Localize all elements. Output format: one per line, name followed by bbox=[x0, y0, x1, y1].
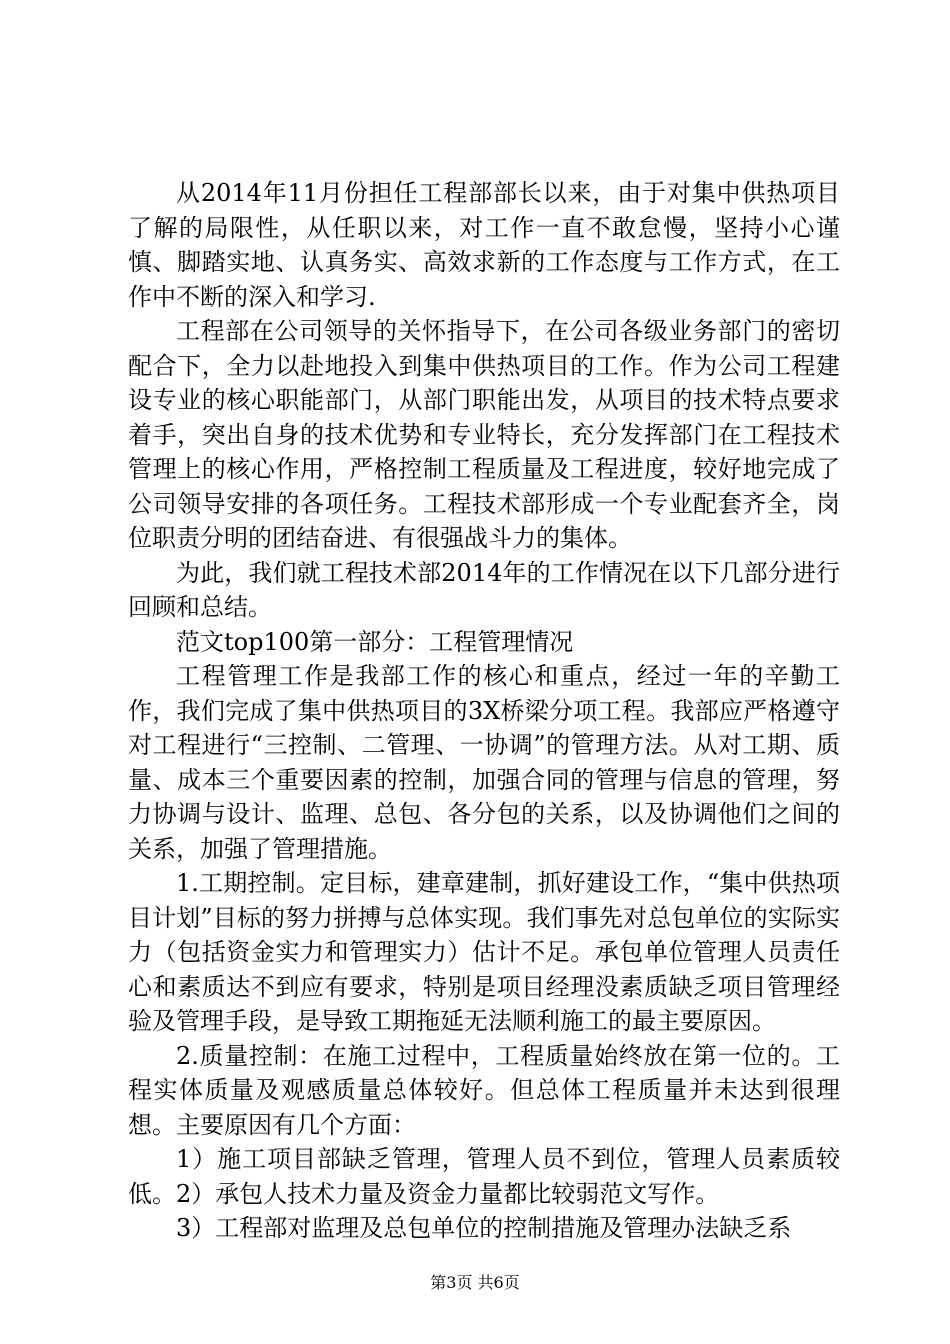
paragraph-4: 工程管理工作是我部工作的核心和重点，经过一年的辛勤工作，我们完成了集中供热项目的3X桥梁分项工程。我部应严格遵守对工程进行“三控制、二管理、一协调”的管理方法。从对工期、质量、成本三个重要因素的控制，加强合同的管理与信息的管理，努力协调与设计、监理、总包、各分包的关系，以及协调他们之间的关系，加强了管理措施。 bbox=[128, 662, 840, 863]
paragraph-3: 为此，我们就工程技术部2014年的工作情况在以下几部分进行回顾和总结。 bbox=[128, 558, 840, 621]
body-text bbox=[128, 176, 840, 1246]
paragraph-6: 2.质量控制：在施工过程中，工程质量始终放在第一位的。工程实体质量及观感质量总体较好。但总体工程质量并未达到很理想。主要原因有几个方面： bbox=[128, 1041, 840, 1139]
paragraph-7: 1）施工项目部缺乏管理，管理人员不到位，管理人员素质较低。2）承包人技术力量及资金力量都比较弱范文写作。 bbox=[128, 1145, 840, 1208]
paragraph-5: 1.工期控制。定目标，建章建制，抓好建设工作，“集中供热项目计划”目标的努力拼搏与总体实现。我们事先对总包单位的实际实力（包括资金实力和管理实力）估计不足。承包单位管理人员责任心和素质达不到应有要求，特别是项目经理没素质缺乏项目管理经验及管理手段，是导致工期拖延无法顺利施工的最主要原因。 bbox=[128, 869, 840, 1035]
paragraph-1: 从2014年11月份担任工程部部长以来，由于对集中供热项目了解的局限性，从任职以来，对工作一直不敢怠慢，坚持小心谨慎、脚踏实地、认真务实、高效求新的工作态度与工作方式，在工作中不断的深入和学习. bbox=[128, 179, 840, 311]
page-footer: 第3页 共6页 bbox=[430, 1273, 520, 1292]
paragraph-8: 3）工程部对监理及总包单位的控制措施及管理办法缺乏系 bbox=[176, 1214, 792, 1242]
paragraph-2: 工程部在公司领导的关怀指导下，在公司各级业务部门的密切配合下，全力以赴地投入到集中供热项目的工作。作为公司工程建设专业的核心职能部门，从部门职能出发，从项目的技术特点要求着手，突出自身的技术优势和专业特长，充分发挥部门在工程技术管理上的核心作用，严格控制工程质量及工程进度，较好地完成了公司领导安排的各项任务。工程技术部形成一个专业配套齐全，岗位职责分明的团结奋进、有很强战斗力的集体。 bbox=[128, 317, 840, 552]
section-heading: 范文top100第一部分：工程管理情况 bbox=[176, 627, 574, 656]
